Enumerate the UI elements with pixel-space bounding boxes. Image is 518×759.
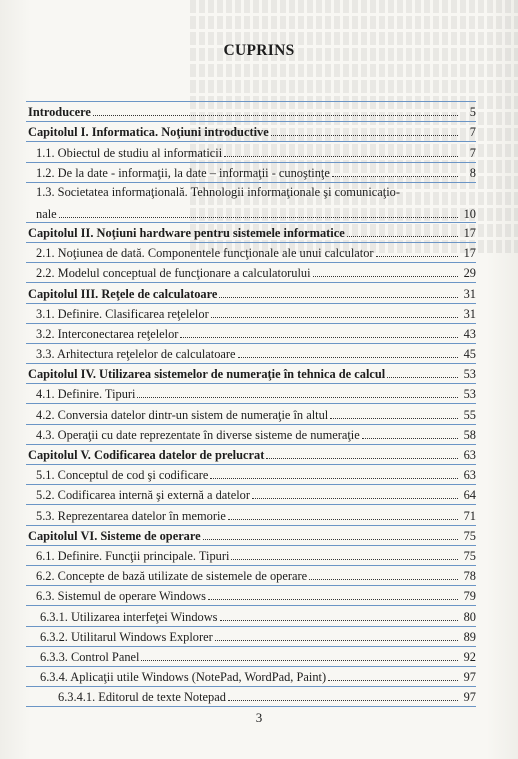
dot-leader bbox=[211, 316, 458, 318]
toc-entry-title: Capitolul VI. Sisteme de operare bbox=[28, 528, 201, 543]
toc-entry-title: 1.3. Societatea informaţională. Tehnologii informaţionale şi comunicaţio- bbox=[36, 184, 400, 199]
toc-entry-page: 7 bbox=[469, 145, 476, 160]
toc-entry-continuation bbox=[36, 203, 476, 221]
toc-entry bbox=[26, 283, 476, 303]
dot-leader bbox=[180, 336, 458, 338]
dot-leader bbox=[219, 296, 458, 298]
toc-entry bbox=[26, 404, 476, 424]
toc-entry-title: 6.3.4.1. Editorul de texte Notepad bbox=[58, 690, 226, 705]
toc-entry-title: 6.2. Concepte de bază utilizate de sistemele de operare bbox=[36, 569, 308, 584]
toc-entry-title: 5.3. Reprezentarea datelor în memorie bbox=[36, 508, 226, 523]
toc-entry bbox=[26, 445, 476, 465]
toc-entry-page: 63 bbox=[463, 468, 476, 483]
toc-entry bbox=[26, 324, 476, 344]
dot-leader bbox=[210, 477, 458, 479]
toc-entry bbox=[26, 223, 476, 243]
toc-entry bbox=[26, 566, 476, 586]
toc-entry bbox=[26, 465, 476, 485]
toc-entry-page: 92 bbox=[463, 649, 476, 664]
toc-entry-page: 29 bbox=[463, 266, 476, 281]
toc-entry-title: 3.1. Definire. Clasificarea reţelelor bbox=[36, 306, 209, 321]
dot-leader bbox=[228, 518, 458, 520]
toc-entry bbox=[26, 586, 476, 606]
toc-entry-page: 63 bbox=[463, 448, 476, 462]
toc-entry-page: 43 bbox=[463, 326, 476, 341]
dot-leader bbox=[59, 216, 458, 218]
toc-entry-title: Capitolul V. Codificarea datelor de prelucrat bbox=[28, 448, 265, 462]
dot-leader bbox=[231, 558, 458, 560]
dot-leader bbox=[330, 417, 458, 419]
toc-entry-title: Introducere bbox=[28, 105, 91, 120]
toc-entry bbox=[26, 142, 476, 162]
dot-leader bbox=[362, 437, 458, 439]
toc-entry-title: Capitolul II. Noţiuni hardware pentru sistemele informatice bbox=[28, 225, 345, 240]
dot-leader bbox=[224, 155, 458, 157]
toc-entry-title: 4.2. Conversia datelor dintr-un sistem de numeraţie în altul bbox=[36, 407, 329, 422]
toc-entry bbox=[26, 647, 476, 667]
dot-leader bbox=[328, 679, 458, 681]
toc-entry bbox=[26, 425, 476, 445]
toc-entry bbox=[26, 687, 476, 707]
toc-entry bbox=[26, 667, 476, 687]
toc-entry bbox=[26, 485, 476, 505]
toc-entry-page: 71 bbox=[463, 508, 476, 523]
toc-entry bbox=[26, 163, 476, 183]
toc-entry bbox=[26, 243, 476, 263]
dot-leader bbox=[93, 114, 458, 116]
toc-entry bbox=[26, 304, 476, 324]
toc-entry-title: Capitolul III. Reţele de calculatoare bbox=[28, 286, 218, 301]
toc-entry-title: 6.3.2. Utilitarul Windows Explorer bbox=[40, 629, 213, 644]
toc-entry-title-cont: nale bbox=[36, 206, 57, 221]
dot-leader bbox=[266, 457, 458, 459]
toc-entry bbox=[26, 505, 476, 525]
dot-leader bbox=[137, 396, 458, 398]
toc-entry-title: 2.1. Noţiunea de dată. Componentele funcţionale ale unui calculator bbox=[36, 246, 374, 261]
toc-entry bbox=[26, 102, 476, 122]
dot-leader bbox=[238, 356, 458, 358]
toc-entry bbox=[26, 263, 476, 283]
toc-entry-page: 58 bbox=[463, 427, 476, 442]
toc-entry-title: 6.3.4. Aplicaţii utile Windows (NotePad, WordPad, Paint) bbox=[40, 670, 327, 685]
dot-leader bbox=[347, 235, 458, 237]
dot-leader bbox=[228, 699, 458, 701]
toc-entry-title: 4.1. Definire. Tipuri bbox=[36, 387, 136, 402]
toc-entry bbox=[26, 627, 476, 647]
dot-leader bbox=[220, 619, 458, 621]
toc-entry-page: 5 bbox=[469, 105, 476, 120]
toc-entry-page: 55 bbox=[463, 407, 476, 422]
toc-entry bbox=[26, 364, 476, 384]
table-of-contents bbox=[26, 101, 476, 707]
dot-leader bbox=[332, 175, 458, 177]
toc-entry bbox=[26, 122, 476, 142]
toc-entry-title: Capitolul IV. Utilizarea sistemelor de numeraţie în tehnica de calcul bbox=[28, 367, 386, 382]
toc-entry-page: 45 bbox=[463, 347, 476, 362]
toc-entry-page: 97 bbox=[463, 670, 476, 685]
toc-entry-title: Capitolul I. Informatica. Noţiuni introductive bbox=[28, 125, 269, 140]
toc-entry-page: 8 bbox=[469, 165, 476, 180]
toc-entry-title: 6.3.1. Utilizarea interfeţei Windows bbox=[40, 609, 218, 624]
dot-leader bbox=[271, 134, 458, 136]
toc-entry-title: 6.1. Definire. Funcţii principale. Tipuri bbox=[36, 548, 230, 563]
toc-entry-page: 79 bbox=[463, 589, 476, 604]
dot-leader bbox=[208, 598, 458, 600]
dot-leader bbox=[215, 639, 458, 641]
toc-entry-title: 5.2. Codificarea internă şi externă a datelor bbox=[36, 488, 250, 503]
toc-entry bbox=[26, 344, 476, 364]
toc-entry bbox=[26, 384, 476, 404]
toc-entry-page: 53 bbox=[463, 387, 476, 402]
page-title: CUPRINS bbox=[223, 42, 295, 59]
toc-entry-title: 1.2. De la date - informaţii, la date – informaţii - cunoştinţe bbox=[36, 165, 330, 180]
toc-entry-page: 80 bbox=[463, 609, 476, 624]
toc-entry-page: 89 bbox=[463, 629, 476, 644]
toc-entry-page: 7 bbox=[469, 125, 476, 140]
dot-leader bbox=[252, 497, 458, 499]
toc-entry-title: 6.3.3. Control Panel bbox=[40, 649, 140, 664]
dot-leader bbox=[313, 275, 458, 277]
toc-entry-title: 5.1. Conceptul de cod şi codificare bbox=[36, 468, 209, 483]
dot-leader bbox=[387, 376, 458, 378]
dot-leader bbox=[309, 578, 458, 580]
dot-leader bbox=[141, 659, 458, 661]
page-number: 3 bbox=[255, 710, 263, 725]
dot-leader bbox=[203, 538, 458, 540]
toc-entry-page: 31 bbox=[463, 306, 476, 321]
toc-entry bbox=[26, 526, 476, 546]
toc-entry-page: 53 bbox=[463, 367, 476, 382]
toc-entry-page: 17 bbox=[463, 225, 476, 240]
toc-entry-page: 75 bbox=[463, 548, 476, 563]
toc-entry-page: 10 bbox=[463, 206, 476, 221]
toc-entry-title: 6.3. Sistemul de operare Windows bbox=[36, 589, 206, 604]
toc-entry-page: 31 bbox=[463, 286, 476, 301]
toc-entry-page: 64 bbox=[463, 488, 476, 503]
dot-leader bbox=[376, 255, 458, 257]
toc-entry-title: 2.2. Modelul conceptual de funcţionare a calculatorului bbox=[36, 266, 311, 281]
toc-entry bbox=[26, 606, 476, 626]
toc-entry-title: 3.2. Interconectarea reţelelor bbox=[36, 326, 179, 341]
toc-entry bbox=[26, 183, 476, 223]
toc-entry-page: 78 bbox=[463, 569, 476, 584]
toc-entry-page: 75 bbox=[463, 528, 476, 543]
toc-entry bbox=[26, 546, 476, 566]
toc-entry-title: 1.1. Obiectul de studiu al informaticii bbox=[36, 145, 223, 160]
toc-entry-title: 3.3. Arhitectura reţelelor de calculatoare bbox=[36, 347, 236, 362]
toc-entry-page: 17 bbox=[463, 246, 476, 261]
toc-entry-title: 4.3. Operaţii cu date reprezentate în diverse sisteme de numeraţie bbox=[36, 427, 360, 442]
toc-entry-page: 97 bbox=[463, 690, 476, 705]
